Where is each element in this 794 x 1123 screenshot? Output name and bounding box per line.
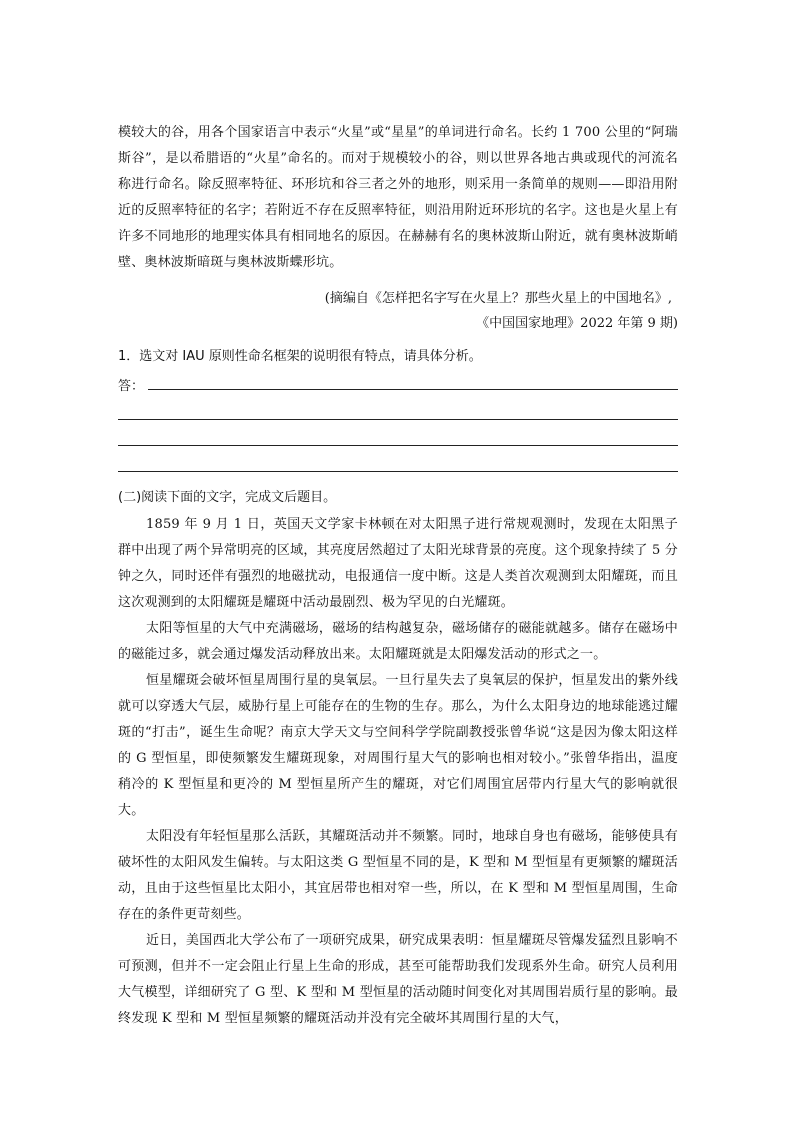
answer-line-1[interactable] xyxy=(148,388,678,390)
article-paragraph-2: 太阳等恒星的大气中充满磁场，磁场的结构越复杂，磁场储存的磁能就越多。储存在磁场中的磁能过多，就会通过爆发活动释放出来。太阳耀斑就是太阳爆发活动的形式之一。 xyxy=(118,621,678,662)
answer-area[interactable] xyxy=(118,370,678,394)
answer-line-4[interactable] xyxy=(118,446,678,472)
article-paragraph-5: 近日，美国西北大学公布了一项研究成果，研究成果表明：恒星耀斑尽管爆发猛烈且影响不可预测，但并不一定会阻止行星上生命的形成，甚至可能帮助我们发现系外生命。研究人员利用大气模型，详细研究了 G 型、K 型和 M 型恒星的活动随时间变化对其周围岩质行星的影响。最终发现 K 型和 M 型恒星频繁的耀斑活动并没有完全破坏其周围行星的大气， xyxy=(118,933,678,1026)
answer-line-2[interactable] xyxy=(118,394,678,420)
article-paragraph-3: 恒星耀斑会破坏恒星周围行星的臭氧层。一旦行星失去了臭氧层的保护，恒星发出的紫外线就可以穿透大气层，威胁行星上可能存在的生物的生存。那么，为什么太阳身边的地球能逃过耀斑的“打击”，诞生生命呢？南京大学天文与空间科学学院副教授张曾华说“这是因为像太阳这样的 G 型恒星，即使频繁发生耀斑现象，对周围行星大气的影响也相对较小。”张曾华指出，温度稍冷的 K 型恒星和更冷的 M 型恒星所产生的耀斑，对它们周围宜居带内行星大气的影响就很大。 xyxy=(118,673,678,818)
citation-source-line-2: 《中国国家地理》2022 年第 9 期) xyxy=(476,316,678,331)
answer-label: 答： xyxy=(118,379,145,394)
passage-paragraph: 模较大的谷，用各个国家语言中表示“火星”或“星星”的单词进行命名。长约 1 700 公里的“阿瑞斯谷”，是以希腊语的“火星”命名的。而对于规模较小的谷，则以世界各地古典或现代的河流名称进行命名。除反照率特征、环形坑和谷三者之外的地形，则采用一条简单的规则——即沿用附近的反照率特征的名字；若附近不存在反照率特征，则沿用附近环形坑的名字。这也是火星上有许多不同地形的地理实体具有相同地名的原因。在赫赫有名的奥林波斯山附近，就有奥林波斯峭壁、奥林波斯暗斑与奥林波斯蝶形坑。 xyxy=(118,125,678,270)
citation-source-line-1: (摘编自《怎样把名字写在火星上？那些火星上的中国地名》, xyxy=(324,291,672,306)
answer-line-3[interactable] xyxy=(118,420,678,446)
article-paragraph-1: 1859 年 9 月 1 日，英国天文学家卡林顿在对太阳黑子进行常规观测时，发现在太阳黑子群中出现了两个异常明亮的区域，其亮度居然超过了太阳光球背景的亮度。这个现象持续了 5 分钟之久，同时还伴有强烈的地磁扰动，电报通信一度中断。这是人类首次观测到太阳耀斑，而且这次观测到的太阳耀斑是耀斑中活动最剧烈、极为罕见的白光耀斑。 xyxy=(118,517,678,610)
article-paragraph-4: 太阳没有年轻恒星那么活跃，其耀斑活动并不频繁。同时，地球自身也有磁场，能够使具有破坏性的太阳风发生偏转。与太阳这类 G 型恒星不同的是，K 型和 M 型恒星有更频繁的耀斑活动，且由于这些恒星比太阳小，其宜居带也相对窄一些，所以，在 K 型和 M 型恒星周围，生命存在的条件更苛刻些。 xyxy=(118,829,678,922)
page-content xyxy=(118,120,678,1032)
question-1: 1．选文对 IAU 原则性命名框架的说明很有特点，请具体分析。 xyxy=(118,349,482,364)
section-heading: (二)阅读下面的文字，完成文后题目。 xyxy=(118,490,337,505)
